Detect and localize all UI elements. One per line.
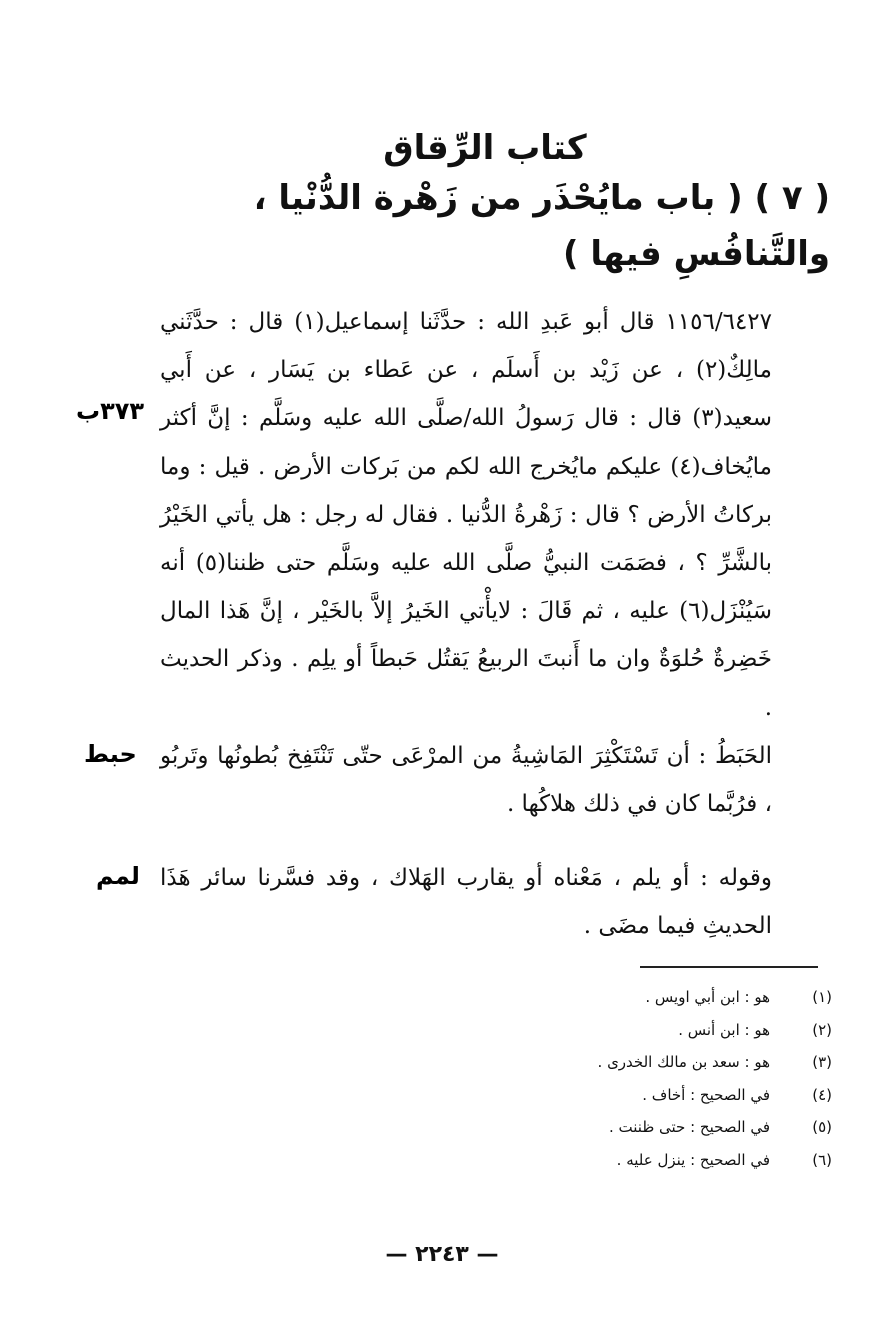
footnote-divider bbox=[640, 966, 818, 968]
explanation-habat: الحَبَطُ : أن تَسْتَكْثِرَ المَاشِيةُ من المرْعَى حتّى تَنْتَفِخ بُطونُها وتَربُو ، فرُبَّما كان في ذلك هلاكُها . bbox=[160, 743, 772, 818]
hadith-text: ١١٥٦/٦٤٢٧ قال أبو عَبدِ الله : حدَّثَنا إسماعيل(١) قال : حدَّثَني مالِكٌ(٢) ، عن زَيْد بن أَسلَم ، عن عَطاء بن يَسَار ، عن أَبي سعيد(٣) قال : قال رَسولُ الله/صلَّى الله عليه وسَلَّم : إنَّ أكثر مايُخاف(٤) عليكم مايُخرج الله لكم من بَركات الأرض . قيل : وما بركاتُ الأرض ؟ قال : زَهْرةُ الدُّنيا . فقال له رجل : هل يأتي الخَيْرُ بالشَّرِّ ؟ ، فصَمَت النبيُّ صلَّى الله عليه وسَلَّم حتى ظننا(٥) أنه سَيُنْزَل(٦) عليه ، ثم قَالَ : لايأْتي الخَيرُ إلاَّ بالخَيْر ، إنَّ هَذا المال خَضِرةٌ حُلوَةٌ وان ما أَنبتَ الربيعُ يَقتُل حَبطاً أو يلِم . وذكر الحديث . bbox=[160, 309, 773, 721]
footnote-number: (٢) bbox=[812, 1020, 832, 1039]
margin-keyword-habat: حبط bbox=[84, 740, 137, 768]
footnote-number: (٣) bbox=[812, 1053, 832, 1072]
chapter-heading: ( ٧ ) ( باب مايُحْذَر من زَهْرة الدُّنْيا ، والتَّنافُسِ فيها ) bbox=[253, 178, 830, 274]
footnote-item bbox=[420, 1144, 832, 1177]
footnotes-list bbox=[420, 981, 832, 1176]
footnote-text: هو : ابن أبي اويس . bbox=[645, 988, 770, 1007]
page-number: — ٢٢٤٣ — bbox=[385, 1242, 499, 1267]
footnote-item bbox=[420, 1079, 832, 1112]
footnote-item bbox=[420, 1046, 832, 1079]
footnote-text: هو : سعد بن مالك الخدرى . bbox=[597, 1053, 770, 1072]
margin-page-reference: ٣٧٣ب bbox=[76, 397, 145, 425]
footnote-item bbox=[420, 1111, 832, 1144]
footnote-item bbox=[420, 981, 832, 1014]
footnote-text: هو : ابن أنس . bbox=[678, 1020, 770, 1039]
footnote-number: (١) bbox=[812, 988, 832, 1007]
explanation-lam: وقوله : أو يلم ، مَعْناه أو يقارب الهَلاك ، وقد فسَّرنا سائر هَذَا الحديثِ فيما مضَى . bbox=[160, 865, 772, 940]
footnote-number: (٥) bbox=[812, 1118, 832, 1137]
margin-keyword-lam: لمم bbox=[96, 862, 140, 890]
footnote-number: (٦) bbox=[812, 1150, 832, 1169]
footnote-number: (٤) bbox=[812, 1085, 832, 1104]
book-title: كتاب الرِّقاق bbox=[383, 128, 587, 168]
footnote-text: في الصحيح : ينزل عليه . bbox=[616, 1150, 770, 1169]
footnote-item bbox=[420, 1014, 832, 1047]
footnote-text: في الصحيح : حتى ظننت . bbox=[609, 1118, 770, 1137]
footnote-text: في الصحيح : أخاف . bbox=[642, 1085, 770, 1104]
